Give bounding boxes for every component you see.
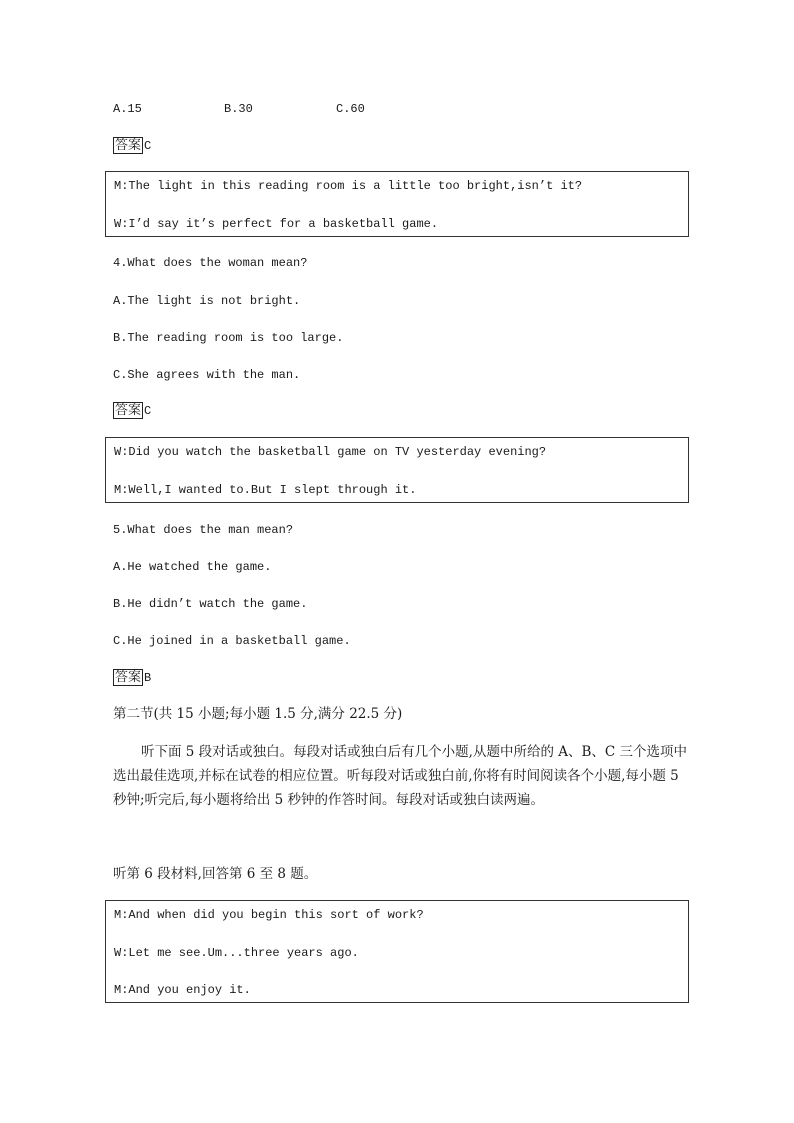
material-6-heading: 听第 6 段材料,回答第 6 至 8 题。 — [113, 866, 318, 882]
dialog-line: W:Did you watch the basketball game on TV yesterday evening? — [114, 445, 547, 459]
dialog-line: M:The light in this reading room is a little too bright,isn’t it? — [114, 179, 583, 193]
dialog-line: W:Let me see.Um...three years ago. — [114, 946, 359, 960]
answer-label: 答案 — [115, 403, 142, 418]
q4-option-b: B.The reading room is too large. — [113, 331, 344, 345]
q3-option-c: C.60 — [336, 102, 365, 116]
q4-option-a: A.The light is not bright. — [113, 294, 301, 308]
question-5: 5.What does the man mean? — [113, 523, 294, 537]
q5-option-a: A.He watched the game. — [113, 560, 272, 574]
dialog-box-6 — [105, 900, 689, 1003]
answer-value: C — [144, 139, 152, 153]
q3-option-b: B.30 — [224, 102, 253, 116]
dialog-line: M:Well,I wanted to.But I slept through it. — [114, 483, 417, 497]
answer-label: 答案 — [115, 670, 142, 685]
q5-option-b: B.He didn’t watch the game. — [113, 597, 308, 611]
answer-value: C — [144, 404, 152, 418]
dialog-box-3 — [105, 171, 689, 237]
question-4: 4.What does the woman mean? — [113, 256, 308, 270]
dialog-line: M:And when did you begin this sort of work? — [114, 908, 424, 922]
dialog-box-5 — [105, 437, 689, 503]
q5-answer — [113, 670, 151, 686]
answer-label: 答案 — [115, 138, 142, 153]
answer-value: B — [144, 671, 152, 685]
q4-answer — [113, 403, 151, 419]
q5-option-c: C.He joined in a basketball game. — [113, 634, 351, 648]
section-2-title: 第二节(共 15 小题;每小题 1.5 分,满分 22.5 分) — [113, 706, 403, 722]
q3-answer — [113, 138, 151, 154]
section-2-instructions: 听下面 5 段对话或独白。每段对话或独白后有几个小题,从题中所给的 A、B、C 三个选项中选出最佳选项,并标在试卷的相应位置。听每段对话或独白前,你将有时间阅读各个小题,每小题 5 秒钟;听完后,每小题将给出 5 秒钟的作答时间。每段对话或独白读两遍。 — [113, 744, 688, 808]
q3-option-a: A.15 — [113, 102, 142, 116]
dialog-line: M:And you enjoy it. — [114, 983, 251, 997]
dialog-line: W:I’d say it’s perfect for a basketball game. — [114, 217, 439, 231]
q4-option-c: C.She agrees with the man. — [113, 368, 301, 382]
q3-options — [113, 101, 413, 117]
